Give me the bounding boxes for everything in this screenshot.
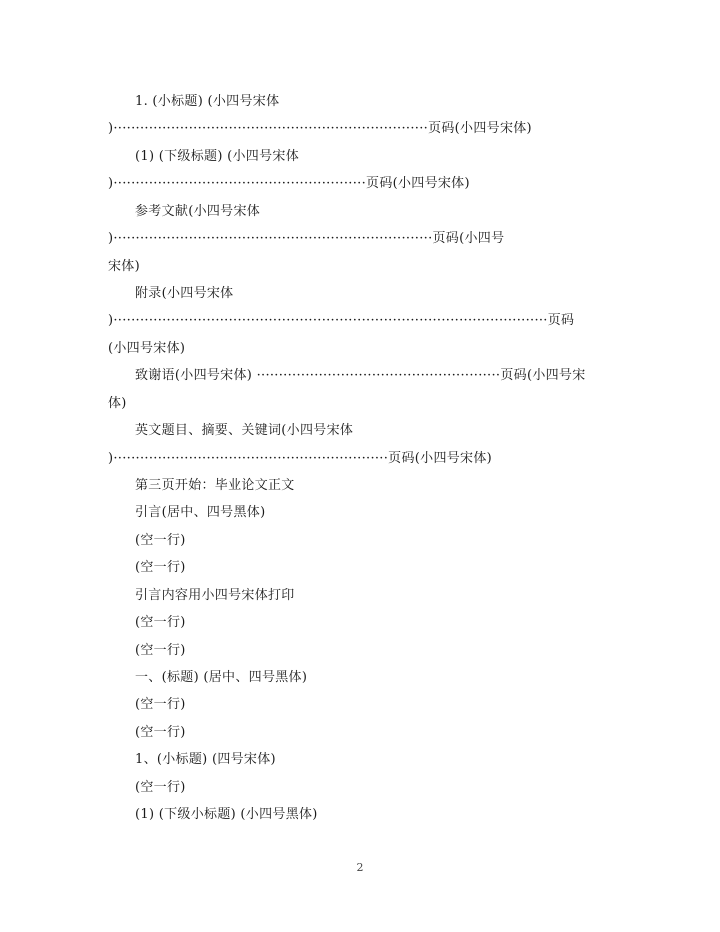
blank-line-note: (空一行): [135, 533, 186, 548]
toc-dot-leader-line: )········································································页码(小四号: [108, 231, 505, 246]
sub-subheading-note: (1) (下级小标题) (小四号黑体): [135, 807, 318, 822]
body-start-note: 第三页开始：毕业论文正文: [135, 478, 295, 493]
toc-acknowledgement-entry: 致谢语(小四号宋体) ·······················································页码(小四号宋: [135, 368, 586, 383]
blank-line-note: (空一行): [135, 560, 186, 575]
toc-dot-leader-line: )·······································································页码(小四号宋体): [108, 121, 532, 136]
blank-line-note: (空一行): [135, 615, 186, 630]
toc-dot-leader-line: )··································································································页码: [108, 313, 575, 328]
section-heading-note: 一、(标题) (居中、四号黑体): [135, 670, 308, 685]
toc-wrap-line: (小四号宋体): [108, 341, 186, 356]
toc-references-entry: 参考文献(小四号宋体: [135, 204, 261, 219]
blank-line-note: (空一行): [135, 643, 186, 658]
subheading-note: 1、(小标题) (四号宋体): [135, 752, 276, 767]
toc-wrap-line: 宋体): [108, 259, 140, 274]
toc-dot-leader-line: )······························································页码(小四号宋体): [108, 451, 493, 466]
page-number: 2: [356, 861, 364, 874]
toc-appendix-entry: 附录(小四号宋体: [135, 286, 234, 301]
intro-content-note: 引言内容用小四号宋体打印: [135, 588, 295, 603]
toc-dot-leader-line: )·························································页码(小四号宋体): [108, 176, 470, 191]
blank-line-note: (空一行): [135, 697, 186, 712]
blank-line-note: (空一行): [135, 780, 186, 795]
toc-wrap-line: 体): [108, 396, 127, 411]
toc-subheading-entry: 1. (小标题) (小四号宋体: [135, 94, 280, 109]
blank-line-note: (空一行): [135, 725, 186, 740]
intro-heading-note: 引言(居中、四号黑体): [135, 505, 266, 520]
toc-sub-subheading-entry: (1) (下级标题) (小四号宋体: [135, 149, 299, 164]
toc-english-abstract-entry: 英文题目、摘要、关键词(小四号宋体: [135, 423, 354, 438]
